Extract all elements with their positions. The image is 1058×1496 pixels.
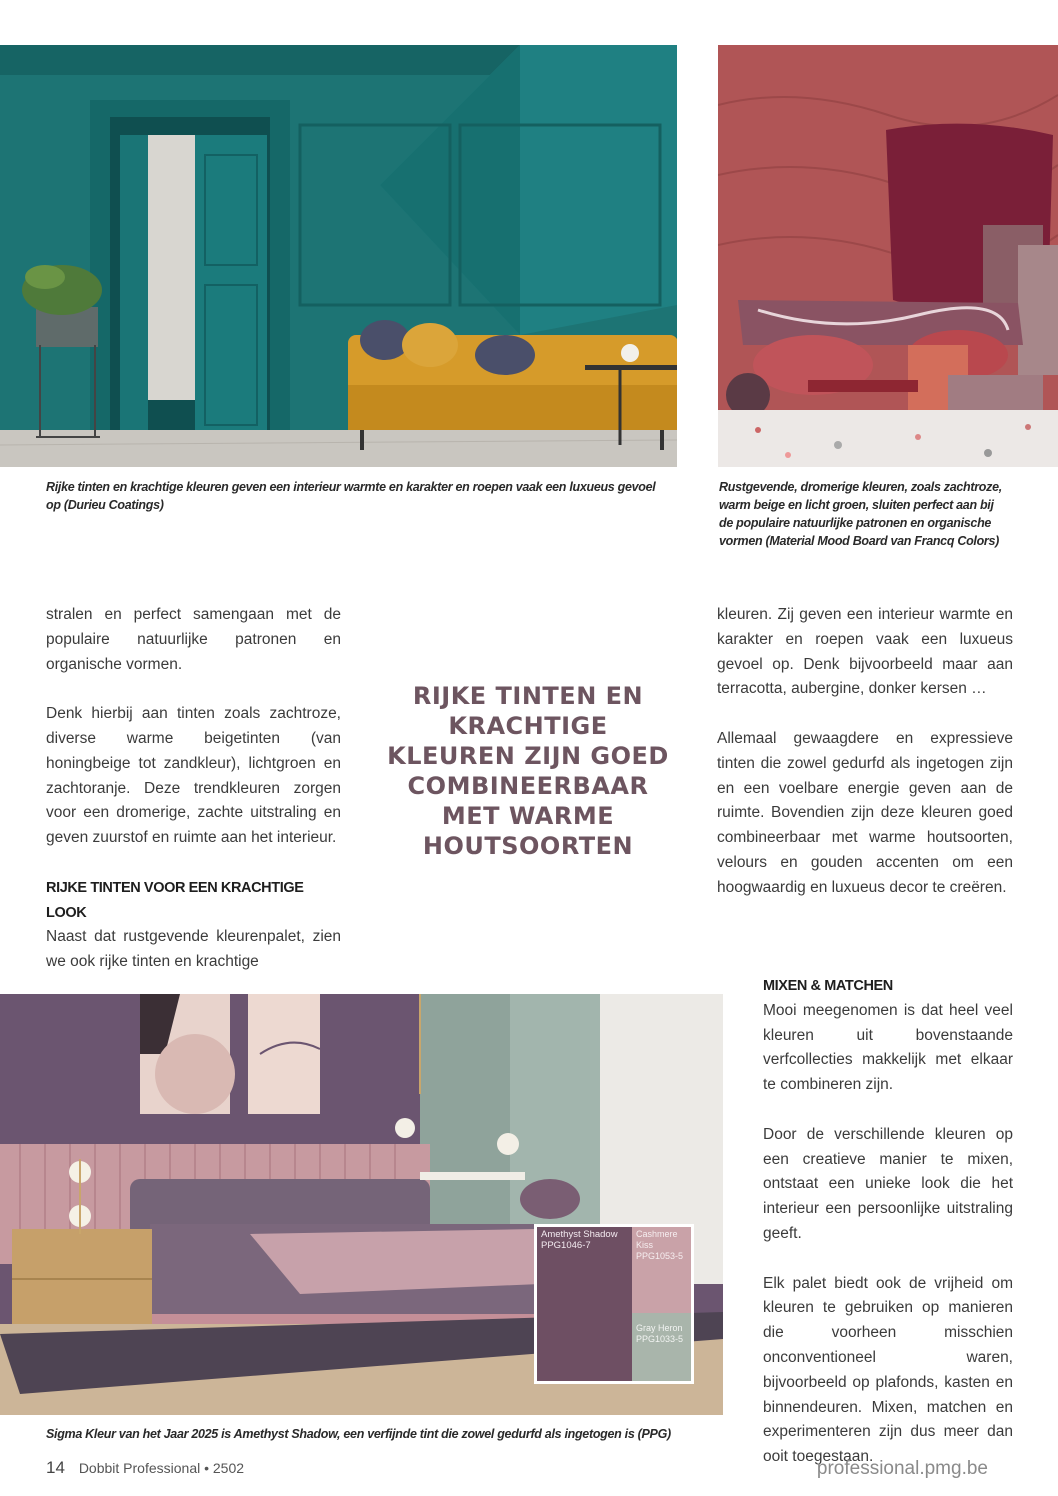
swatch-code: PPG1033-5 — [636, 1334, 684, 1344]
teal-room-photo — [0, 45, 677, 467]
mix-paragraph-3: Elk palet biedt ook de vrijheid om kleuren te gebruiken op manieren die voorheen misschien onconventioneel waren, bijvoorbeeld op plafonds, kasten en binnendeuren. Mixen, matchen en experimenteren zijn dus meer dan ooit toegestaan. — [763, 1274, 1013, 1466]
mix-paragraph-1: Mooi meegenomen is dat heel veel kleuren uit bovenstaande verfcollecties makkelijk met elkaar te combineren zijn. — [763, 1001, 1013, 1094]
teal-room-caption: Rijke tinten en krachtige kleuren geven een interieur warmte en karakter en roepen vaak een luxueus gevoel op (Durieu Coatings) — [46, 480, 656, 512]
section-heading-mix-match: MIXEN & MATCHEN — [763, 978, 893, 994]
pull-quote: RIJKE TINTEN EN KRACHTIGE KLEUREN ZIJN GOED COMBINEERBAAR MET WARME HOUTSOORTEN — [387, 682, 669, 860]
moodboard-caption: Rustgevende, dromerige kleuren, zoals zachtroze, warm beige en licht groen, sluiten perfect aan bij de populaire natuurlijke patronen en organische vormen (Material Mood Board van Francq Colors) — [719, 480, 1002, 548]
footer-left — [46, 1458, 244, 1478]
left-paragraph-3: Naast dat rustgevende kleurenpalet, zien we ook rijke tinten en krachtige — [46, 928, 341, 971]
swatch-amethyst-shadow — [541, 1229, 631, 1251]
swatch-cashmere-kiss — [636, 1229, 692, 1262]
left-column — [46, 603, 341, 975]
publication-name: Dobbit Professional • 2502 — [78, 1460, 245, 1476]
swatch-gray-heron — [636, 1323, 692, 1345]
right-paragraph-1: kleuren. Zij geven een interieur warmte en karakter en roepen vaak een luxueus gevoel op. Denk bijvoorbeeld maar aan terracotta, aubergine, donker kersen … — [717, 606, 1013, 698]
moodboard-photo — [718, 45, 1058, 467]
section-heading-rich-tints: RIJKE TINTEN VOOR EEN KRACHTIGE LOOK — [46, 879, 304, 921]
swatch-code: PPG1053-5 — [636, 1251, 684, 1261]
swatch-name: Cashmere Kiss — [636, 1229, 678, 1250]
right-paragraph-2: Allemaal gewaagdere en expressieve tinten die zowel gedurfd als ingetogen zijn en een voelbare energie geven aan de ruimte. Bovendien zijn deze kleuren goed combineerbaar met warme houtsoorten, velours en gouden accenten om een hoogwaardig en luxueus decor te creëren. — [717, 729, 1013, 896]
website-link[interactable]: professional.pmg.be — [816, 1458, 988, 1479]
page-number: 14 — [46, 1458, 65, 1477]
right-column — [717, 603, 1013, 901]
swatch-code: PPG1046-7 — [541, 1240, 591, 1251]
bedroom-photo — [0, 994, 723, 1415]
bedroom-caption: Sigma Kleur van het Jaar 2025 is Amethyst Shadow, een verfijnde tint die zowel gedurfd als ingetogen is (PPG) — [46, 1427, 671, 1441]
bottom-right-column — [763, 974, 1013, 1470]
mix-paragraph-2: Door de verschillende kleuren op een creatieve manier te mixen, ontstaat een unieke look die het interieur een persoonlijke uitstraling geeft. — [763, 1125, 1013, 1242]
left-paragraph-2: Denk hierbij aan tinten zoals zachtroze, diverse warme beigetinten (van honingbeige tot zandkleur), lichtgroen en zachtoranje. Deze trendkleuren zorgen voor een dromerige, zachte uitstraling en geven zuurstof en ruimte aan het interieur. — [46, 705, 341, 847]
left-paragraph-1: stralen en perfect samengaan met de populaire natuurlijke patronen en organische vormen. — [46, 606, 341, 673]
swatch-name: Amethyst Shadow — [541, 1229, 618, 1240]
swatch-name: Gray Heron — [636, 1323, 683, 1333]
